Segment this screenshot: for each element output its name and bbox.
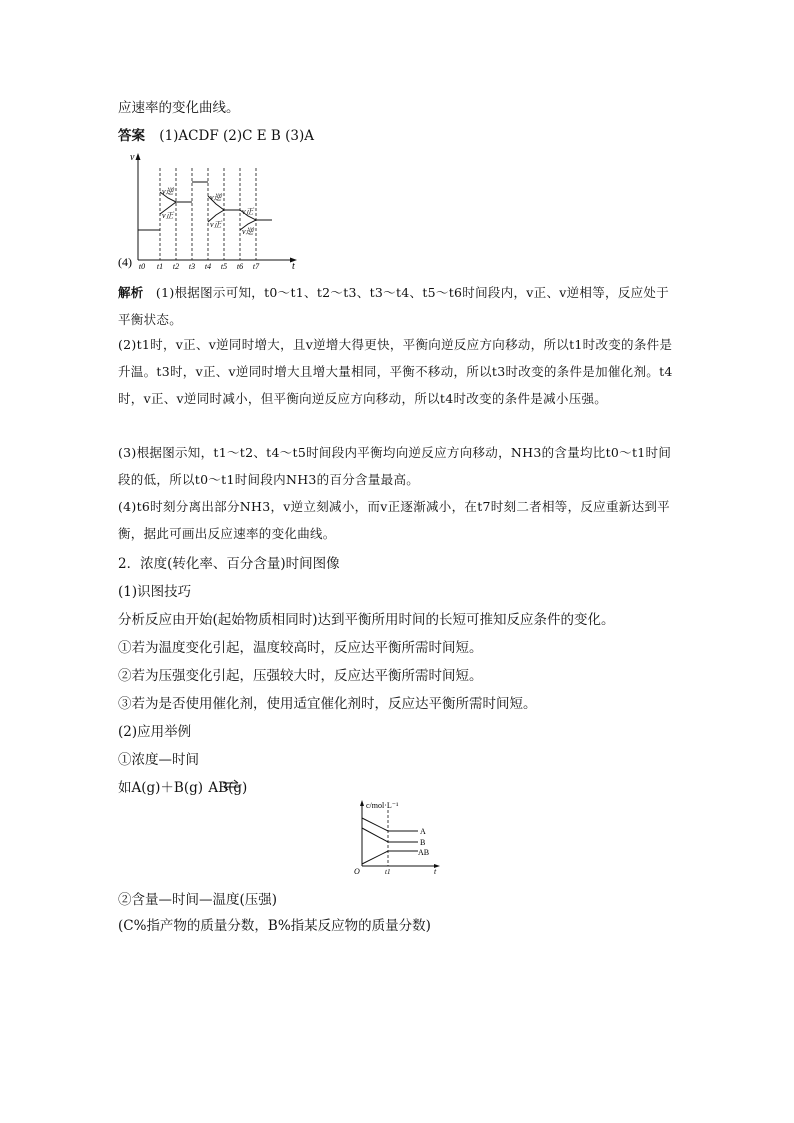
analysis-label: 解析 — [118, 285, 144, 300]
label-v-inverse-3: v逆 — [242, 227, 254, 236]
answer-parts: (1)ACDF (2)C E B (3)A — [159, 128, 314, 144]
tick-t6: t6 — [236, 262, 244, 271]
reaction-text: 如A(g)＋B(g) AB(g) — [118, 780, 248, 796]
analysis-p2: (2)t1时，v正、v逆同时增大，且v逆增大得更快，平衡向逆反应方向移动，所以t1时改变的条件是升温。t3时，v正、v逆同时增大且增大量相同，平衡不移动，所以t3时改变的条件是加催化剂。t4时，v正、v逆同时减小，但平衡向逆反应方向移动，所以t4时改变的条件是减小压强。 — [118, 337, 673, 406]
label-v-inverse-2: v逆 — [210, 193, 222, 202]
section2-sub1: (1)识图技巧 — [118, 584, 192, 600]
analysis-p4: (4)t6时刻分离出部分NH3，v逆立刻减小，而v正逐渐减小，在t7时刻二者相等，反应重新达到平衡，据此可画出反应速率的变化曲线。 — [118, 499, 670, 541]
fig2-tick-t1: t1 — [385, 868, 391, 876]
fig2-y-axis-arrow — [360, 800, 364, 806]
section2-example-1: ①浓度—时间 — [118, 752, 199, 768]
concentration-time-figure — [352, 798, 456, 878]
fig2-curve-a — [362, 818, 418, 831]
equilibrium-arrow-icon — [222, 779, 240, 791]
section2-sub2: (2)应用举例 — [118, 724, 192, 740]
fig2-label-ab: AB — [418, 848, 430, 857]
tick-t2: t2 — [172, 262, 180, 271]
tick-t7: t7 — [252, 262, 260, 271]
intro-line: 应速率的变化曲线。 — [118, 100, 240, 116]
figure-part-label: (4) — [118, 255, 132, 269]
y-axis-arrow — [136, 153, 141, 160]
analysis-p1-text: (1)根据图示可知，t0～t1、t2～t3、t3～t4、t5～t6时间段内，v正、v逆相等，反应处于平衡状态。 — [118, 285, 670, 327]
analysis-p3: (3)根据图示知，t1～t2、t4～t5时间段内平衡均向逆反应方向移动，NH3的含量均比t0～t1时间段的低，所以t0～t1时间段内NH3的百分含量最高。 — [118, 445, 672, 487]
fig2-label-b: B — [420, 838, 426, 847]
fig2-curve-b — [362, 828, 418, 842]
tick-t1: t1 — [156, 262, 164, 271]
section2-sub1-text: 分析反应由开始(起始物质相同时)达到平衡所用时间的长短可推知反应条件的变化。 — [118, 612, 615, 628]
tick-t0: t0 — [138, 262, 146, 271]
section2-example-2: ②含量—时间—温度(压强) — [118, 892, 278, 908]
label-v-forward-3: v正 — [242, 207, 254, 216]
rate-time-figure — [116, 150, 316, 272]
fig2-x-axis-label: t — [434, 867, 437, 876]
fig2-curve-ab — [362, 851, 418, 864]
tick-t3: t3 — [188, 262, 196, 271]
y-axis-label: v — [130, 152, 135, 163]
answer-line — [118, 124, 314, 144]
section2-heading: 2．浓度(转化率、百分含量)时间图像 — [118, 556, 340, 572]
analysis-p1 — [118, 279, 678, 333]
section2-note: (C%指产物的质量分数，B%指某反应物的质量分数) — [118, 918, 431, 934]
section2-item-1: ①若为温度变化引起，温度较高时，反应达平衡所需时间短。 — [118, 640, 483, 656]
fig2-label-a: A — [420, 827, 426, 836]
label-v-inverse-1: v逆 — [162, 187, 174, 196]
section2-item-3: ③若为是否使用催化剂，使用适宜催化剂时，反应达平衡所需时间短。 — [118, 696, 537, 712]
fig2-origin: O — [354, 867, 360, 876]
label-v-forward-2: v正 — [210, 220, 222, 229]
label-v-forward-1: v正 — [162, 211, 174, 220]
section2-item-2: ②若为压强变化引起，压强较大时，反应达平衡所需时间短。 — [118, 668, 483, 684]
tick-t5: t5 — [220, 262, 228, 271]
fig2-y-axis-label: c/mol·L⁻¹ — [366, 801, 399, 810]
x-axis-label: t — [292, 261, 295, 272]
answer-label: 答案 — [118, 128, 145, 144]
tick-t4: t4 — [204, 262, 212, 271]
